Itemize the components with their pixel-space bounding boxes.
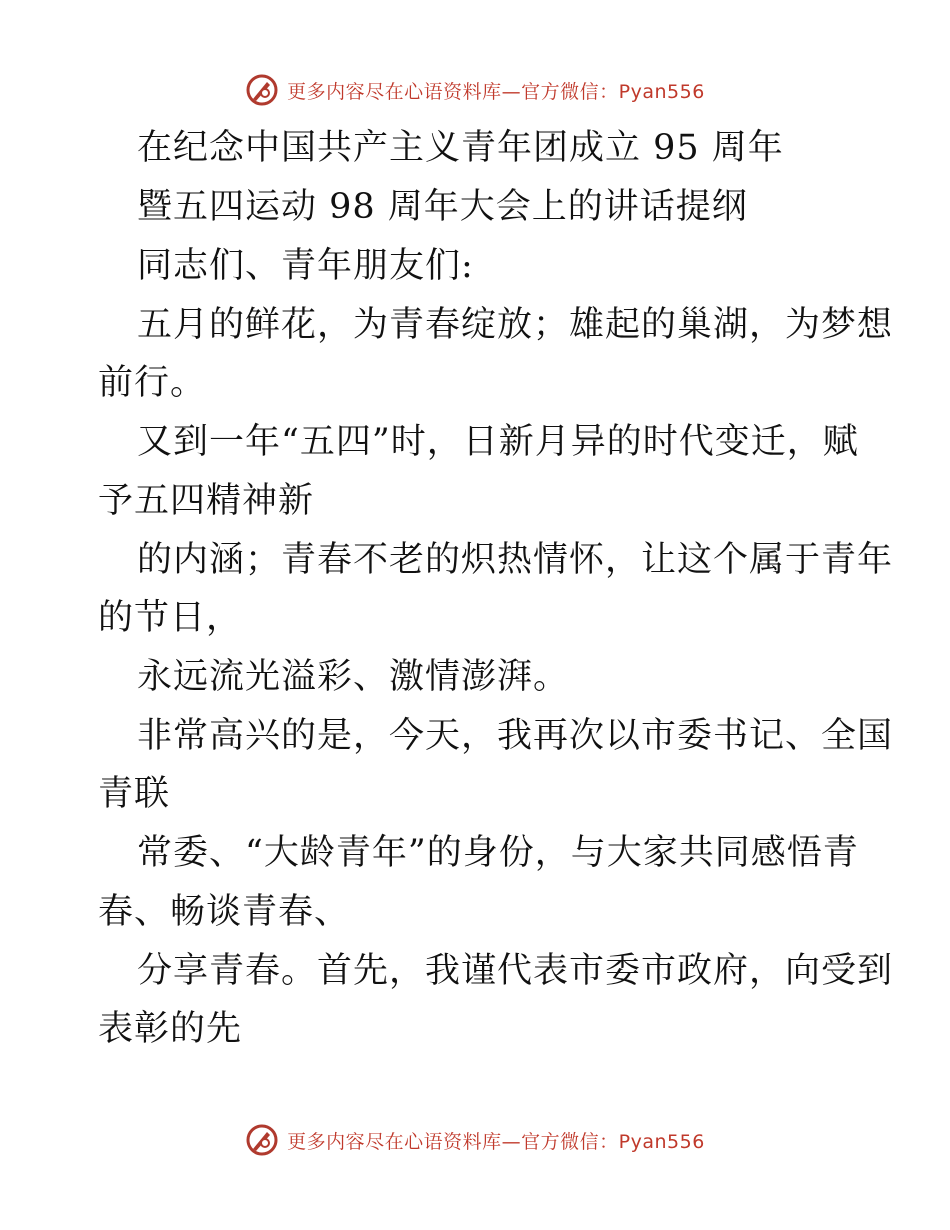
paragraph-line: 的内涵；青春不老的炽热情怀，让这个属于青年	[137, 540, 894, 580]
paragraph-line: 常委、“大龄青年”的身份，与大家共同感悟青	[137, 833, 859, 873]
watermark-text: 更多内容尽在心语资料库—官方微信：Pyan556	[287, 1130, 705, 1153]
footer-watermark	[0, 1122, 950, 1158]
watermark-text: 更多内容尽在心语资料库—官方微信：Pyan556	[287, 80, 705, 103]
header-watermark	[0, 72, 950, 108]
paragraph-line: 表彰的先	[98, 1009, 243, 1049]
paragraph-line: 春、畅谈青春、	[98, 892, 351, 932]
quill-seal-icon	[245, 73, 279, 107]
title-line-1: 在纪念中国共产主义青年团成立 95 周年	[137, 128, 784, 168]
paragraph-line: 青联	[98, 774, 171, 814]
paragraph-line: 分享青春。首先，我谨代表市委市政府，向受到	[137, 951, 894, 991]
paragraph-line: 非常高兴的是，今天，我再次以市委书记、全国	[137, 716, 894, 756]
paragraph-line: 前行。	[98, 363, 207, 403]
title-line-2: 暨五四运动 98 周年大会上的讲话提纲	[137, 187, 748, 227]
paragraph-line: 五月的鲜花，为青春绽放；雄起的巢湖，为梦想	[137, 305, 894, 345]
quill-seal-icon	[245, 1123, 279, 1157]
paragraph-line: 的节日，	[98, 598, 243, 638]
salutation: 同志们、青年朋友们:	[137, 246, 474, 286]
paragraph-line: 永远流光溢彩、激情澎湃。	[137, 657, 570, 697]
paragraph-line: 予五四精神新	[98, 481, 315, 521]
paragraph-line: 又到一年“五四”时，日新月异的时代变迁，赋	[137, 422, 859, 462]
